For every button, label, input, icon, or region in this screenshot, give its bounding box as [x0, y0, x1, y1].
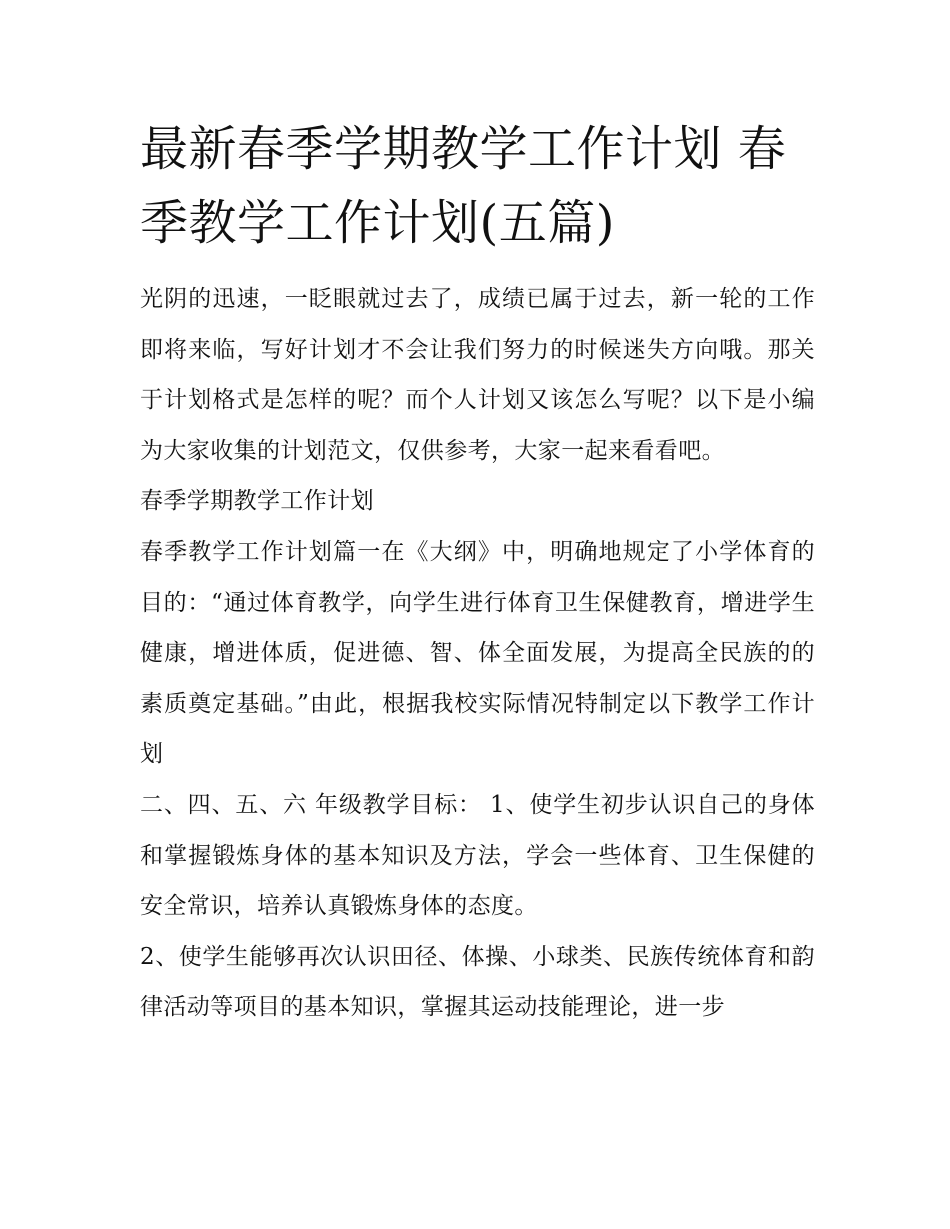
section-heading: 春季学期教学工作计划: [140, 488, 374, 515]
document-title: 最新春季学期教学工作计划 春季教学工作计划(五篇): [140, 121, 787, 251]
paragraph-intro: 光阴的迅速，一眨眼就过去了，成绩已属于过去，新一轮的工作即将来临，写好计划才不会让我们努力的时候迷失方向哦。那关于计划格式是怎样的呢？而个人计划又该怎么写呢？以下是小编为大家收集的计划范文，仅供参考，大家一起来看看吧。: [140, 286, 815, 464]
paragraph-goal-one: 二、四、五、六 年级教学目标： 1、使学生初步认识自己的身体和掌握锻炼身体的基本知识及方法，学会一些体育、卫生保健的安全常识，培养认真锻炼身体的态度。: [140, 791, 815, 920]
paragraph-plan-one: 春季教学工作计划篇一在《大纲》中，明确地规定了小学体育的目的：“通过体育教学，向学生进行体育卫生保健教育，增进学生健康，增进体质，促进德、智、体全面发展，为提高全民族的的素质奠定基础。”由此，根据我校实际情况特制定以下教学工作计划: [140, 538, 815, 768]
document-page: [140, 112, 815, 1033]
paragraph-goal-two: 2、使学生能够再次认识田径、体操、小球类、民族传统体育和韵律活动等项目的基本知识，掌握其运动技能理论，进一步: [140, 943, 815, 1021]
